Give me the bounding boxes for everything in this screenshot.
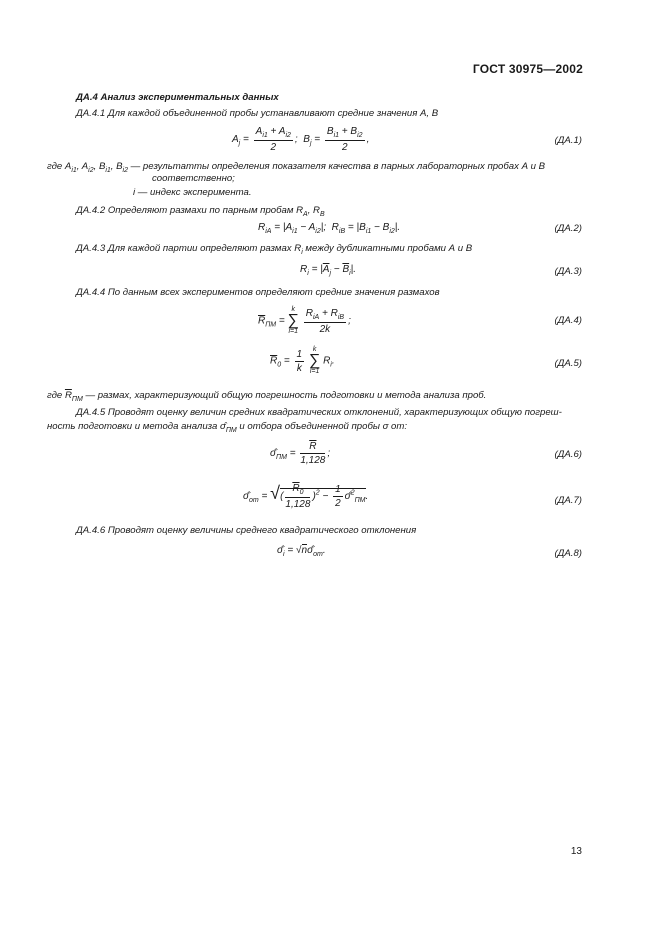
where-clause-rpm: где $\overline{R}_{ПМ}$ — размах, характеризующий общую погрешность подготовки и метода анализа проб. xyxy=(47,390,487,403)
equation-da-4: $\overline{R}_{ПМ} = k$ ∑ i=1 $\frac{R_{iA} + R_{iB}}{2k}$ ; xyxy=(258,306,351,335)
where-text: — результатты определения показателя качества в парных лабораторных пробах А и В xyxy=(130,161,546,172)
equation-da-7: $\sigmâ_{от}$ = √( $\frac{\overline{R}_0}{1,128}$ )$^2$ − $\frac{1}{2}$ σ̂$^2_{ПМ}$. xyxy=(243,483,369,510)
where-clause-continuation: соответственно; xyxy=(152,173,235,184)
page-number: 13 xyxy=(570,846,582,857)
where-prefix: где A xyxy=(47,161,72,172)
paragraph-da-4-5-b-tail: и отбора объединенной пробы σ от: xyxy=(236,421,408,432)
where-rpm-text: — размах, характеризующий общую погрешность подготовки и метода анализа проб. xyxy=(85,390,487,401)
equation-number-3: (ДА.3) xyxy=(554,266,582,277)
equation-number-5: (ДА.5) xyxy=(554,358,582,369)
paragraph-da-4-4: ДА.4.4 По данным всех экспериментов определяют средние значения размахов xyxy=(76,287,440,298)
where-clause-index: i — индекс эксперимента. xyxy=(133,187,252,198)
paragraph-da-4-2: ДА.4.2 Определяют размахи по парным пробам $R_A$, $R_B$ xyxy=(76,205,325,218)
equation-number-1: (ДА.1) xyxy=(554,135,582,146)
where-clause-symbols: где $A_{i1}$, $A_{i2}$, $B_{i1}$, $B_{i2}$ — результатты определения показателя качества в парных лабораторных пробах А и В xyxy=(47,161,546,174)
document-header: ГОСТ 30975—2002 xyxy=(472,62,583,76)
paragraph-da-4-5-b-text: ность подготовки и метода анализа xyxy=(47,421,218,432)
equation-number-4: (ДА.4) xyxy=(554,315,582,326)
equation-da-8: $\sigmâ_i$ = $√n\sigmâ_{от}$. xyxy=(277,545,326,558)
equation-da-6: $\sigmâ_{ПМ}$ = $\frac{\overline{R}}{1,128}$ ; xyxy=(270,441,331,466)
equation-da-1: $A_j$ = $\frac{A_{i1} + A_{i2}}{2}$ ; $B_j$ = $\frac{B_{i1} + B_{i2}}{2}$ , xyxy=(232,126,370,153)
paragraph-da-4-1: ДА.4.1 Для каждой объединенной пробы устанавливают средние значения А, В xyxy=(76,108,439,119)
paragraph-da-4-3-tail: между дубликатными пробами А и В xyxy=(302,243,473,254)
equation-da-3: $R_i = |\overline{A}_j - \overline{B}_i|$. xyxy=(300,264,357,277)
equation-number-2: (ДА.2) xyxy=(554,223,582,234)
equation-number-6: (ДА.6) xyxy=(554,449,582,460)
paragraph-da-4-3: ДА.4.3 Для каждой партии определяют размах $R_i$ между дубликатными пробами А и В xyxy=(76,243,473,256)
equation-da-5: $\overline{R}_0$ = $\frac{1}{k}$ k ∑ i=1 $R_i$. xyxy=(270,346,335,375)
section-title: ДА.4 Анализ экспериментальных данных xyxy=(76,92,279,103)
paragraph-da-4-3-text: ДА.4.3 Для каждой партии определяют размах R xyxy=(76,243,302,254)
equation-number-7: (ДА.7) xyxy=(554,495,582,506)
equation-number-8: (ДА.8) xyxy=(554,548,582,559)
paragraph-da-4-6: ДА.4.6 Проводят оценку величины среднего квадратического отклонения xyxy=(76,525,417,536)
paragraph-da-4-2-text: ДА.4.2 Определяют размахи по парным пробам R xyxy=(76,205,304,216)
paragraph-da-4-5-a: ДА.4.5 Проводят оценку величин средних квадратических отклонений, характеризующих общую погреш- xyxy=(76,407,562,418)
equation-da-2: $R_{iA} = |A_{i1} - A_{i2}|$; $R_{iB} = |B_{i1} - B_{i2}|$. xyxy=(258,222,401,235)
paragraph-da-4-5-b: ность подготовки и метода анализа $\sigmâ_{ПМ}$ и отбора объединенной пробы σ от: xyxy=(47,421,408,434)
